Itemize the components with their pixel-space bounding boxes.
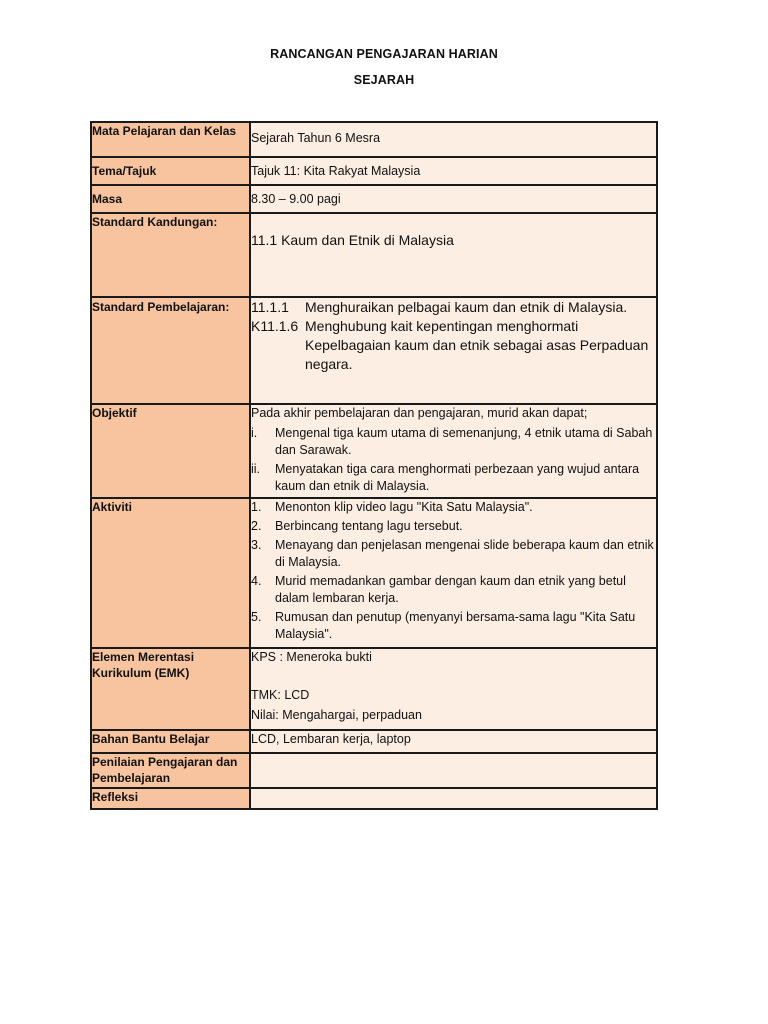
value-bahan: LCD, Lembaran kerja, laptop [250,730,657,753]
row-masa [91,185,657,213]
label-bahan: Bahan Bantu Belajar [91,730,250,753]
value-mata-pelajaran: Sejarah Tahun 6 Mesra [250,122,657,157]
label-standard-pembelajaran: Standard Pembelajaran: [91,297,250,404]
value-standard-pembelajaran [250,297,657,404]
objektif-item [251,461,656,495]
aktiviti-num: 4. [251,574,262,588]
row-bahan [91,730,657,753]
aktiviti-text: Berbincang tentang lagu tersebut. [275,519,463,533]
lesson-plan-table [90,121,658,810]
row-aktiviti [91,498,657,648]
standard-code: 11.1.1 [251,299,289,315]
aktiviti-item [251,537,656,571]
label-emk: Elemen Merentasi Kurikulum (EMK) [91,648,250,730]
value-emk [250,648,657,730]
emk-nilai: Nilai: Mengahargai, perpaduan [251,708,422,722]
objektif-num: ii. [251,462,261,476]
objektif-item [251,425,656,459]
document-subtitle: SEJARAH [353,73,415,87]
row-tema [91,157,657,185]
label-standard-kandungan: Standard Kandungan: [91,213,250,297]
objektif-text: Mengenal tiga kaum utama di semenanjung, 4 etnik utama di Sabah dan Sarawak. [275,426,653,457]
standard-item [251,298,656,317]
standard-item [251,317,656,374]
emk-kps: KPS : Meneroka bukti [251,650,372,664]
aktiviti-text: Menonton klip video lagu "Kita Satu Malaysia". [275,500,533,514]
aktiviti-text: Menayang dan penjelasan mengenai slide beberapa kaum dan etnik di Malaysia. [275,538,654,569]
aktiviti-item [251,609,656,643]
aktiviti-list [251,499,656,643]
aktiviti-text: Rumusan dan penutup (menyanyi bersama-sama lagu "Kita Satu Malaysia". [275,610,636,641]
row-penilaian [91,753,657,788]
label-masa: Masa [91,185,250,213]
objektif-intro: Pada akhir pembelajaran dan pengajaran, murid akan dapat; [251,406,588,420]
value-aktiviti [250,498,657,648]
aktiviti-text: Murid memadankan gambar dengan kaum dan etnik yang betul dalam lembaran kerja. [275,574,626,605]
label-penilaian: Penilaian Pengajaran dan Pembelajaran [91,753,250,788]
label-tema: Tema/Tajuk [91,157,250,185]
label-objektif: Objektif [91,404,250,498]
aktiviti-item [251,499,656,516]
aktiviti-num: 3. [251,538,262,552]
row-standard-pembelajaran [91,297,657,404]
row-refleksi [91,788,657,809]
aktiviti-item [251,573,656,607]
value-standard-kandungan: 11.1 Kaum dan Etnik di Malaysia [250,213,657,297]
label-mata-pelajaran: Mata Pelajaran dan Kelas [91,122,250,157]
standard-text: Menghubung kait kepentingan menghormati Kepelbagaian kaum dan etnik sebagai asas Perpaduan negara. [305,318,649,372]
row-mata-pelajaran [91,122,657,157]
value-masa: 8.30 – 9.00 pagi [250,185,657,213]
aktiviti-item [251,518,656,535]
objektif-text: Menyatakan tiga cara menghormati perbezaan yang wujud antara kaum dan etnik di Malaysia. [275,462,640,493]
row-emk [91,648,657,730]
standard-text: Menghuraikan pelbagai kaum dan etnik di Malaysia. [305,299,628,315]
value-penilaian [250,753,657,788]
label-aktiviti: Aktiviti [91,498,250,648]
standard-code: K11.1.6 [251,318,299,334]
value-refleksi [250,788,657,809]
objektif-list [251,425,656,495]
value-tema: Tajuk 11: Kita Rakyat Malaysia [250,157,657,185]
aktiviti-num: 1. [251,500,262,514]
label-refleksi: Refleksi [91,788,250,809]
row-objektif [91,404,657,498]
aktiviti-num: 2. [251,519,262,533]
aktiviti-num: 5. [251,610,262,624]
value-objektif [250,404,657,498]
document-title: RANCANGAN PENGAJARAN HARIAN [270,47,498,61]
row-standard-kandungan [91,213,657,297]
objektif-num: i. [251,426,258,440]
emk-tmk: TMK: LCD [251,688,310,702]
